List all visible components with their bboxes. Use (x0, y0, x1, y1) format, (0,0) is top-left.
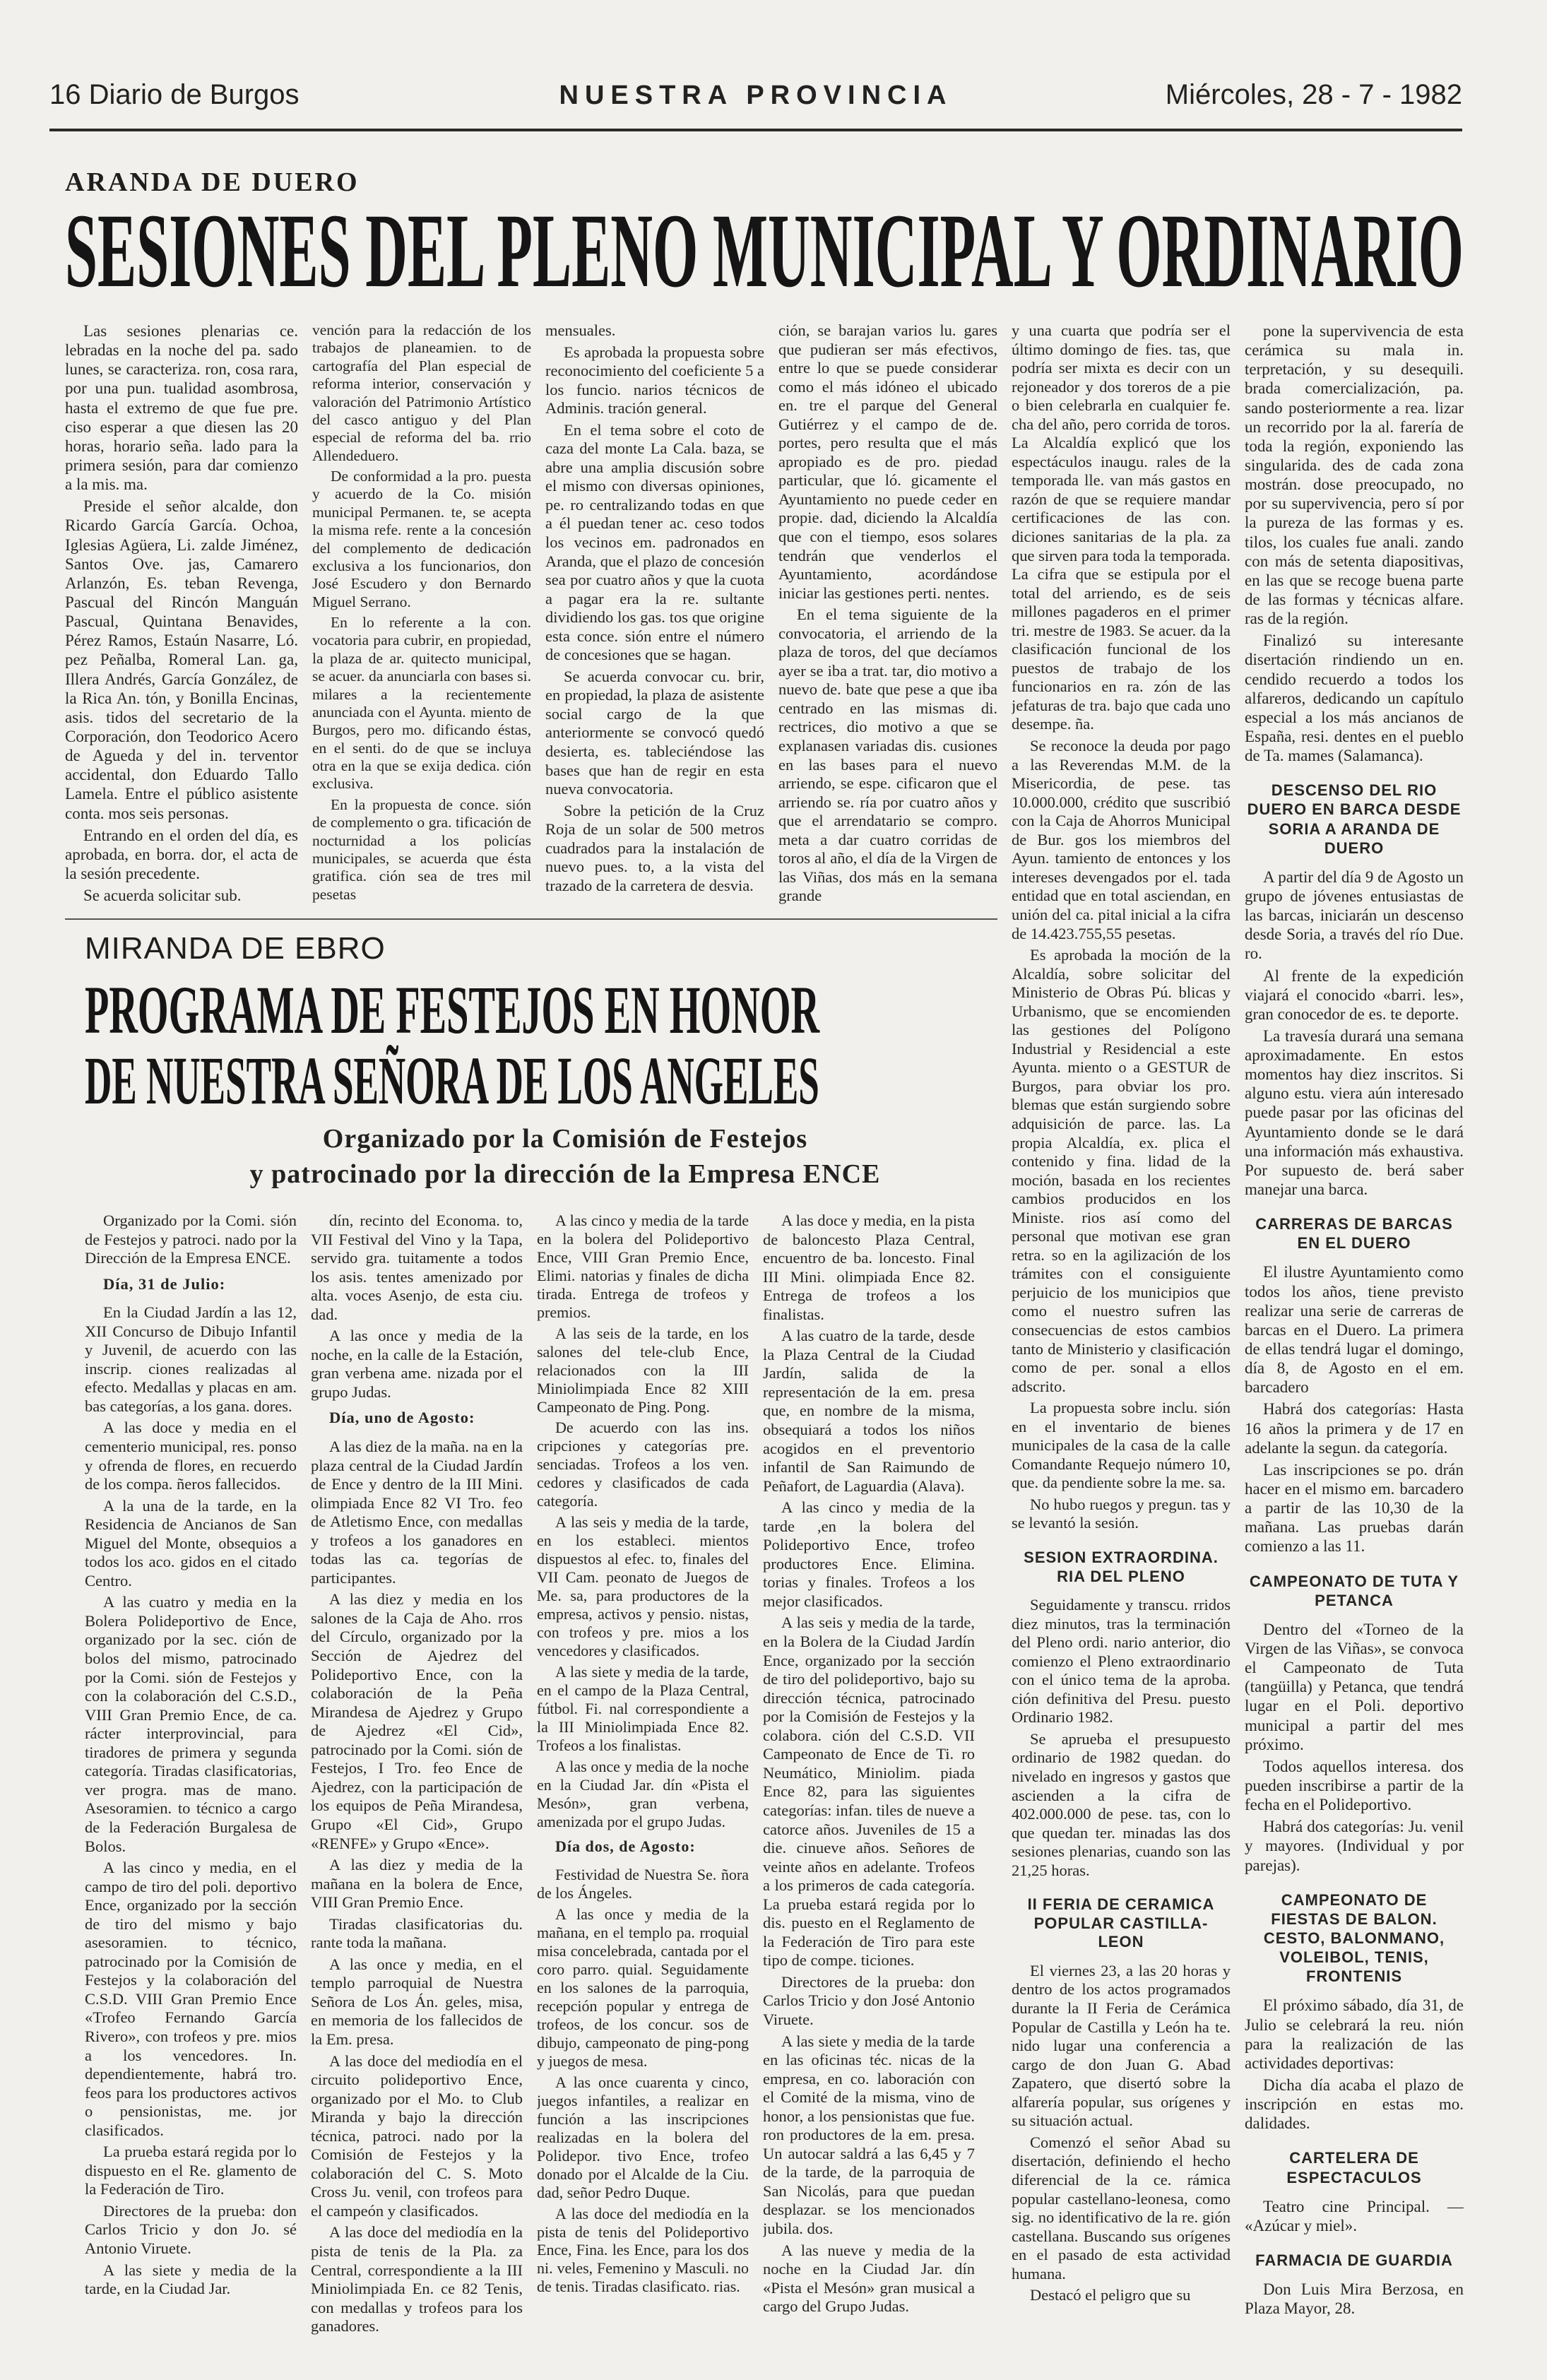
article2-headline-line2: DE NUESTRA SEÑORA DE LOS ANGELES (85, 1043, 819, 1118)
paragraph: Es aprobada la moción de la Alcaldía, sobre solicitar del Ministerio de Obras Pú. blicas y Urbanismo, que se encomienden las gestiones del Polígono Industrial y Residencial a este Ayunta. miento o a GESTUR de Burgos, para obviar los pro. blemas que están surgiendo sobre adquisición de parce. las. La propia Alcaldía, ex. plica el contenido y fina. lidad de la moción, basada en los recientes cambios producidos en los Ministe. rios así como del personal que motivan ese gran retra. so en la agilización de los trámites con el consiguiente perjuicio de los municipios que como el nuestro sufren las consecuencias de estos cambios tanto de Ministerio y clasificación como de per. sonal a ellos adscrito. (1012, 946, 1231, 1395)
paragraph: A las cuatro y media en la Bolera Polideportivo de Ence, organizado por la sec. ción de bolos del mismo, patrocinado por la Comi. sión de Festejos y con la colaboración del C.S.D., VIII Gran Premio Ence, de ca. rácter interprovincial, para tiradores de primera y segunda categoría. Tiradas clasificatorias, ver progra. mas de mano. Asesoramien. to técnico a cargo de la Federación Burgalesa de Bolos. (85, 1593, 297, 1855)
paragraph: Se acuerda solicitar sub. (83, 887, 242, 905)
paragraph: No hubo ruegos y pregun. tas y se levantó la sesión. (1012, 1495, 1231, 1532)
section-heading: II FERIA DE CERAMICA POPULAR CASTILLA-LEON (1027, 1895, 1215, 1951)
section-heading: SESION EXTRAORDINA. RIA DEL PLENO (1024, 1549, 1219, 1585)
paragraph: mensuales. (545, 321, 616, 339)
section-heading: CAMPEONATO DE TUTA Y PETANCA (1249, 1572, 1459, 1609)
paragraph: En lo referente a la con. vocatoria para cubrir, en propiedad, la plaza de ar. quitecto municipal, se acuer. da anunciarla con bases si. milares a la recientemente anunciada con el Ayunta. miento de Burgos, pero mo. dificando éstas, en el senti. do de que se incluya otra en la que se exija dedica. ción exclusiva. (312, 614, 531, 793)
paragraph: Es aprobada la propuesta sobre reconocimiento del coeficiente 5 a los funcio. narios técnicos de Adminis. tración general. (545, 343, 764, 418)
article2-kicker: MIRANDA DE EBRO (85, 931, 386, 966)
paragraph: A las once y media de la noche en la Ciudad Jar. dín «Pista el Mesón», gran verbena, amenizada por el grupo Judas. (537, 1757, 749, 1830)
paragraph: A las doce y media en el cementerio municipal, res. ponso y ofrenda de flores, en recuerdo de los compa. ñeros fallecidos. (85, 1419, 297, 1493)
paragraph: De acuerdo con las ins. cripciones y categorías pre. senciadas. Trofeos a los ven. cedores y clasificados de cada categoría. (537, 1419, 749, 1510)
article2-column-4 (763, 1212, 975, 2356)
paragraph: La propuesta sobre inclu. sión en el inventario de bienes municipales de la casa de la calle Comandante Requejo número 10, que. da pendiente sobre la me. sa. (1012, 1399, 1231, 1492)
paragraph: A las doce del mediodía en la pista de tenis del Polideportivo Ence, Fina. les Ence, para los dos ni. veles, Femenino y Masculi. no de tenis. Tiradas clasificato. rias. (537, 2204, 749, 2296)
day-heading: Día, uno de Agosto: (329, 1409, 475, 1427)
section-heading: CARRERAS DE BARCAS EN EL DUERO (1255, 1215, 1453, 1253)
paragraph: Don Luis Mira Berzosa, en Plaza Mayor, 28. (1245, 2280, 1464, 2318)
paragraph: A las once y media de la mañana, en el templo pa. rroquial misa concelebrada, cantada por el coro parro. quial. Seguidamente en los salones de la parroquia, recepción popular y entrega de trofeos, de los concur. sos de dibujo, campeonato de ping-pong y juegos de mesa. (537, 1905, 749, 2070)
article2-column-1 (85, 1212, 297, 2356)
paragraph: A las doce y media, en la pista de baloncesto Plaza Central, encuentro de ba. loncesto. Final III Mini. olimpiada Ence 82. Entrega de trofeos a los finalistas. (763, 1212, 975, 1323)
paragraph: pone la supervivencia de esta cerámica su mala in. terpretación, y su desequili. brada comercialización, pa. sando posteriormente a rea. lizar un recorrido por la al. farería de toda la región, exponiendo las singularida. des de cada zona mostrán. dose preocupado, no por su supervivencia, pero sí por la pureza de las formas y es. tilos, los cuales fue anali. zando con más de setenta diapositivas, en las que se recoge buena parte de las formas y técnicas alfare. ras de la región. (1245, 322, 1464, 628)
paragraph: La prueba estará regida por lo dispuesto en el Re. glamento de la Federación de Tiro. (85, 2143, 297, 2198)
paragraph: En el tema sobre el coto de caza del monte La Cala. baza, se abre una amplia discusión sobre el mismo con diversas opiniones, pe. ro centralizando todas en que a él puedan tener ac. ceso todos los vecinos em. padronados en Aranda, que el plazo de concesión sea por cuatro años y que la cuota a pagar era la re. sultante dividiendo los gas. tos que origine esta conce. sión entre el número de concesiones que se hagan. (545, 420, 764, 664)
article1-column-5 (1012, 321, 1231, 2356)
paragraph: vención para la redacción de los trabajos de planeamien. to de cartografía del Plan especial de reforma interior, conservación y valoración del Patrimonio Artístico del casco antiguo y del Plan especial de reforma del ba. rrio Allendeduero. (312, 321, 531, 464)
article1-column-4 (778, 321, 997, 908)
paragraph: Teatro cine Principal. — «Azúcar y miel». (1245, 2197, 1464, 2234)
paragraph: Organizado por la Comi. sión de Festejos y patroci. nado por la Dirección de la Empresa ENCE. (85, 1212, 297, 1267)
day-heading: Día, 31 de Julio: (103, 1274, 226, 1293)
paragraph: A las siete y media de la tarde, en el campo de la Plaza Central, fútbol. Fi. nal correspondiente a la III Miniolimpiada Ence 82. Trofeos a los finalistas. (537, 1662, 749, 1754)
paragraph: y una cuarta que podría ser el último domingo de fies. tas, que podría ser mixta es decir con un rejoneador y dos toreros de a pie o bien celebrarla en cualquier fe. cha del año, pero corrida de toros. La Alcaldía explicó que los espectáculos inaugu. rales de la temporada lle. van más gastos en razón de que se requiere mandar certificaciones de las con. diciones sanitarias de la pla. za que sirven para toda la temporada. La cifra que se estipula por el total del arriendo, es de seis millones pagaderos en el primer tri. mestre de 1983. Se acuer. da la clasificación funcional de los puestos de trabajo de los funcionarios en ra. zón de las jefaturas de tra. bajo que cada uno desempe. ña. (1012, 321, 1231, 733)
paragraph: Sobre la petición de la Cruz Roja de un solar de 500 metros cuadrados para la instalación de nuevo pues. to, a la vista del trazado de la carretera de desvia. (545, 801, 764, 894)
paragraph: Dentro del «Torneo de la Virgen de las Viñas», se convoca el Campeonato de Tuta (tangüilla) y Petanca, que tendrá lugar en el Poli. deportivo municipal a partir del mes próximo. (1245, 1620, 1464, 1753)
paragraph: A las diez y media de la mañana en la bolera de Ence, VIII Gran Premio Ence. (311, 1856, 523, 1912)
article2-column-2 (311, 1212, 523, 2356)
article1-headline: SESIONES DEL PLENO MUNICIPAL Y ORDINARIO (65, 192, 1464, 309)
paragraph: Preside el señor alcalde, don Ricardo García García. Ochoa, Iglesias Agüera, Li. zalde Jiménez, Santos Ove. jas, Camarero Arlanzón, Es. teban Revenga, Pascual del Rincón Manguán Pascual, Quintana Benavides, Pérez Ramos, Estaún Nasarre, Ló. pez Peñalba, Romeral Lan. ga, Illera Andrés, García González, de la Rica An. tón, y Bonilla Encinas, asis. tidos del secretario de la Corporación, don Teodorico Acero de Agueda y del in. terventor accidental, don Eduardo Tallo Lamela. Entre el público asistente conta. mos seis personas. (65, 497, 298, 822)
paragraph: A las doce del mediodía en la pista de tenis de la Pla. za Central, correspondiente a la III Miniolimpiada En. ce 82 Tenis, con medallas y trofeos para los ganadores. (311, 2223, 523, 2335)
article2-subhead-line1: Organizado por la Comisión de Festejos (322, 1124, 808, 1154)
paragraph: En la Ciudad Jardín a las 12, XII Concurso de Dibujo Infantil y Juvenil, de acuerdo con las inscrip. ciones realizadas al efecto. Medallas y placas en am. bas categorías, a los gana. dores. (85, 1303, 297, 1415)
paragraph: De conformidad a la pro. puesta y acuerdo de la Co. misión municipal Permanen. te, se acepta la misma refe. rente a la concesión del complemento de dedicación exclusiva a los funcionarios, don José Escudero y don Bernardo Miguel Serrano. (312, 468, 531, 610)
section-heading: DESCENSO DEL RIO DUERO EN BARCA DESDE SORIA A ARANDA DE DUERO (1247, 781, 1462, 857)
paragraph: Tiradas clasificatorias du. rante toda la mañana. (311, 1914, 523, 1952)
paragraph: En la propuesta de conce. sión de complemento o gra. tificación de nocturnidad a los policías municipales, se acuerda que ésta gratifica. ción sea de tres mil pesetas (312, 795, 531, 903)
paragraph: A partir del día 9 de Agosto un grupo de jóvenes entusiastas de las barcas, iniciarán un descenso desde Soria, a través del río Due. ro. (1245, 868, 1464, 963)
paragraph: A las once y media de la noche, en la calle de la Estación, gran verbena ame. nizada por el grupo Judas. (311, 1327, 523, 1401)
issue-date: Miércoles, 28 - 7 - 1982 (1165, 79, 1462, 110)
article-divider (65, 918, 997, 920)
paragraph: Entrando en el orden del día, es aprobada, en borra. dor, el acta de la sesión precedente. (65, 826, 298, 882)
briefs-column (1245, 321, 1464, 2356)
section-heading: FARMACIA DE GUARDIA (1255, 2251, 1453, 2269)
paragraph: A las cinco y media de la tarde en la bolera del Polideportivo Ence, VIII Gran Premio Ence, Elimi. natorias y finales de dicha tirada. Entrega de trofeos y premios. (537, 1212, 749, 1321)
paragraph: A las siete y media de la tarde, en la Ciudad Jar. (85, 2261, 297, 2298)
section-heading: CAMPEONATO DE FIESTAS DE BALON. CESTO, BALONMANO, VOLEIBOL, TENIS, FRONTENIS (1263, 1890, 1445, 1986)
paragraph: A las cinco y media, en el campo de tiro del poli. deportivo Ence, organizado por la sección de tiro del mismo y bajo asesoramien. to técnico, patrocinado por la Comisión de Festejos y la colaboración del C.S.D. VIII Gran Premio Ence «Trofeo Fernando García Rivero», con trofeos y pre. mios a los vencedores. In. dependientemente, habrá tro. feos para los productores activos o pensionistas, me. jor clasificados. (85, 1859, 297, 2139)
paragraph: El ilustre Ayuntamiento como todos los años, tiene previsto realizar una serie de carreras de barcas en el Duero. La primera de ellas tendrá lugar el domingo, día 8, de Agosto en el em. barcadero (1245, 1263, 1464, 1397)
article2-headline-line1: PROGRAMA DE FESTEJOS EN HONOR (85, 972, 820, 1048)
paragraph: ción, se barajan varios lu. gares que pudieran ser más efectivos, entre lo que se puede considerar como el más idóneo el ubicado en. tre el parque del General Gutiérrez y el campo de de. portes, pero resulta que el más apropiado es de pro. piedad particular, que ló. gicamente el Ayuntamiento no puede ceder en propie. dad, diciendo la Alcaldía que con el tiempo, esos solares tendrán que venderlos el Ayuntamiento, acordándose iniciar las gestiones perti. nentes. (778, 321, 997, 602)
paragraph: Al frente de la expedición viajará el conocido «barri. les», gran conocedor de es. te deporte. (1245, 966, 1464, 1023)
paragraph: Habrá dos categorías: Ju. venil y mayores. (Individual y por parejas). (1245, 1818, 1464, 1874)
paragraph: La travesía durará una semana aproximadamente. En estos momentos hay diez inscritos. Si alguno estu. viera aún interesado puede pasar por las oficinas del Ayuntamiento donde se le dará una información más exhaustiva. Por supuesto de. berá saber manejar una barca. (1245, 1026, 1464, 1199)
masthead (49, 79, 1462, 124)
paragraph: A las seis de la tarde, en los salones del tele-club Ence, relacionados con la III Miniolimpiada Ence 82 XIII Campeonato de Ping. Pong. (537, 1324, 749, 1416)
article2-column-3 (537, 1212, 749, 2356)
article1-column-1 (65, 321, 298, 908)
paragraph: dín, recinto del Economa. to, VII Festival del Vino y la Tapa, servido gra. tuitamente a todos los asis. tentes amenizado por alta. voces Asenjo, de esta ciu. dad. (311, 1212, 523, 1323)
article1-kicker: ARANDA DE DUERO (65, 167, 360, 197)
paragraph: Directores de la prueba: don Carlos Tricio y don José Antonio Viruete. (763, 1972, 975, 2028)
paragraph: Todos aquellos interesa. dos pueden inscribirse a partir de la fecha en el Polideportivo. (1245, 1757, 1464, 1814)
paragraph: A las seis y media de la tarde, en los estableci. mientos dispuestos al efec. to, finales del VII Cam. peonato de Juegos de Me. sa, para productores de la empresa, activos y pensio. nistas, con trofeos y pre. mios a los vencedores y clasificados. (537, 1513, 749, 1659)
paragraph: A las doce del mediodía en el circuito polideportivo Ence, organizado por el Mo. to Club Miranda y bajo la dirección técnica, patroci. nado por la Comisión de Festejos y la colaboración del C. S. Moto Cross Ju. venil, con trofeos para el campeón y clasificados. (311, 2052, 523, 2220)
section-title: NUESTRA PROVINCIA (559, 81, 953, 110)
paragraph: En el tema siguiente de la convocatoria, el arriendo de la plaza de toros, del que decíamos ayer se iba a trat. tar, dio motivo a nuevo de. bate que pese a que iba centrado en las mismas di. rectrices, dio motivo a que se explanasen variadas dis. cusiones en las bases para el nuevo arriendo, se espe. cificaron que el arriendo se. ría por cuatro años y que el arrendatario se compro. meta a dar cuatro corridas de toros al año, el día de la Virgen de las Viñas, dos más en la semana grande (778, 605, 997, 905)
paragraph: A las once cuarenta y cinco, juegos infantiles, a realizar en función a las inscripciones realizadas en la bolera del Polidepor. tivo Ence, trofeo donado por el Alcalde de la Ciu. dad, señor Pedro Duque. (537, 2073, 749, 2201)
paragraph: El próximo sábado, día 31, de Julio se celebrará la reu. nión para la realización de las actividades deportivas: (1245, 1996, 1464, 2072)
article1-column-3 (545, 321, 764, 908)
paragraph: Directores de la prueba: don Carlos Tricio y don Jo. sé Antonio Viruete. (85, 2201, 297, 2257)
day-heading: Día dos, de Agosto: (555, 1837, 696, 1856)
paragraph: A las nueve y media de la noche en la Ciudad Jar. dín «Pista el Mesón» gran musical a cargo del Grupo Judas. (763, 2241, 975, 2316)
article2-subhead-line2: y patrocinado por la dirección de la Empresa ENCE (249, 1159, 881, 1189)
page-number-label: 16 Diario de Burgos (49, 79, 300, 110)
paragraph: A las diez y media en los salones de la Caja de Aho. rros del Círculo, organizado por la Sección de Ajedrez del Polideportivo Ence, con la colaboración de la Peña Mirandesa de Ajedrez y Grupo de Ajedrez «El Cid», patrocinado por la Comi. sión de Festejos, I Tro. feo Ence de Ajedrez, con la participación de los equipos de Peña Mirandesa, Grupo «El Cid», Grupo «RENFE» y Grupo «Ence». (311, 1590, 523, 1852)
paragraph: Las sesiones plenarias ce. lebradas en la noche del pa. sado lunes, se caracteriza. ron, cosa rara, por una pun. tualidad asombrosa, hasta el extremo de que fue pre. ciso esperar a que diesen las 20 horas, horario seña. lado para la primera sesión, para dar comienzo a la mis. ma. (65, 322, 298, 494)
paragraph: El viernes 23, a las 20 horas y dentro de los actos programados durante la II Feria de Cerámica Popular de Castilla y León ha te. nido lugar una conferencia a cargo de don Juan G. Abad Zapatero, que disertó sobre la alfarería popular, sus orígenes y su situación actual. (1012, 1961, 1231, 2130)
paragraph: A las once y media, en el templo parroquial de Nuestra Señora de Los Án. geles, misa, en memoria de los fallecidos de la Em. presa. (311, 1955, 523, 2048)
paragraph: Se acuerda convocar cu. brir, en propiedad, la plaza de asistente social cargo de la que anteriormente se convocó quedó desierta, es. tableciéndose las bases que han de regir en esta nueva convocatoria. (545, 667, 764, 798)
paragraph: Se aprueba el presupuesto ordinario de 1982 quedan. do nivelado en ingresos y gastos que ascienden a la cifra de 402.000.000 de pese. tas, con lo que quedan ter. minadas las dos sesiones plenarias, cuando son las 21,25 horas. (1012, 1729, 1231, 1879)
paragraph: Se reconoce la deuda por pago a las Reverendas M.M. de la Misericordia, de pese. tas 10.000.000, crédito que suscribió con la Caja de Ahorros Municipal de Bur. gos los miembros del Ayun. tamiento de entonces y los intereses devengados por el. tada entidad que en total asciendan, en unión del ca. pital inicial a la cifra de 14.423.755,55 pesetas. (1012, 737, 1231, 942)
paragraph: Seguidamente y transcu. rridos diez minutos, tras la terminación del Pleno ordi. nario anterior, dio comienzo el Pleno extraordinario con el único tema de la aproba. ción definitiva del Presu. puesto Ordinario 1982. (1012, 1596, 1231, 1727)
paragraph: Las inscripciones se po. drán hacer en el mismo em. barcadero a partir de las 10,30 de la mañana. Las pruebas darán comienzo a las 11. (1245, 1460, 1464, 1556)
paragraph: A las cuatro de la tarde, desde la Plaza Central de la Ciudad Jardín, salida de la representación de la em. presa que, en nombre de la misma, obsequiará a todos los niños acogidos en el preventorio infantil de San Raimundo de Peñafort, de Laguardia (Alava). (763, 1327, 975, 1495)
paragraph: Habrá dos categorías: Hasta 16 años la primera y de 17 en adelante la segun. da categoría. (1245, 1400, 1464, 1457)
paragraph: A la una de la tarde, en la Residencia de Ancianos de San Miguel del Monte, obsequios a todos los aco. gidos en el citado Centro. (85, 1496, 297, 1589)
paragraph: A las seis y media de la tarde, en la Bolera de la Ciudad Jardín Ence, organizado por la sección de tiro del polideportivo, bajo su dirección técnica, patrocinado por la Comisión de Festejos y la colabora. ción del C.S.D. VII Campeonato de Ence de Ti. ro Neumático, Miniolim. piada Ence 82, para las siguientes categorías: infan. tiles de nueve a catorce años. Juveniles de 15 a die. cinueve años. Señores de veinte años en adelante. Trofeos a los primeros de cada categoría. La prueba estará regida por lo dis. puesto en el Reglamento de la Federación de Tiro para este tipo de compe. ticiones. (763, 1614, 975, 1970)
paragraph: Destacó el peligro que su (1030, 2286, 1191, 2304)
paragraph: A las diez de la maña. na en la plaza central de la Ciudad Jardín de Ence y dentro de la III Mini. olimpiada Ence 82 VI Tro. feo de Atletismo Ence, con medallas y trofeos a los ganadores en todas las ca. tegorías de participantes. (311, 1438, 523, 1587)
paragraph: A las cinco y media de la tarde ,en la bolera del Polideportivo Ence, trofeo productores Ence. Elimina. torias y finales. Trofeos a los mejor clasificados. (763, 1498, 975, 1610)
masthead-rule (49, 129, 1462, 131)
paragraph: Finalizó su interesante disertación rindiendo un en. cendido recuerdo a todos los alfareros, dedicando un capítulo especial a los más ancianos de España, resi. dentes en el pueblo de Ta. mames (Salamanca). (1245, 632, 1464, 765)
paragraph: Dicha día acaba el plazo de inscripción en estas mo. dalidades. (1245, 2076, 1464, 2133)
article1-column-2 (312, 321, 531, 908)
paragraph: Festividad de Nuestra Se. ñora de los Ángeles. (537, 1866, 749, 1902)
section-heading: CARTELERA DE ESPECTACULOS (1286, 2149, 1422, 2186)
paragraph: A las siete y media de la tarde en las oficinas téc. nicas de la empresa, en co. laboración con el Comité de la misma, vino de honor, a los pensionistas que fue. ron productores de la em. presa. Un autocar saldrá a las 6,45 y 7 de la tarde, de la parroquia de San Nicolás, para que puedan desplazar. se los mencionados jubila. dos. (763, 2032, 975, 2237)
paragraph: Comenzó el señor Abad su disertación, definiendo el hecho diferencial de la ce. rámica popular castellano-leonesa, como sig. no identificativo de la re. gión castellana. Buscando sus orígenes en el pasado de esta actividad humana. (1012, 2133, 1231, 2283)
